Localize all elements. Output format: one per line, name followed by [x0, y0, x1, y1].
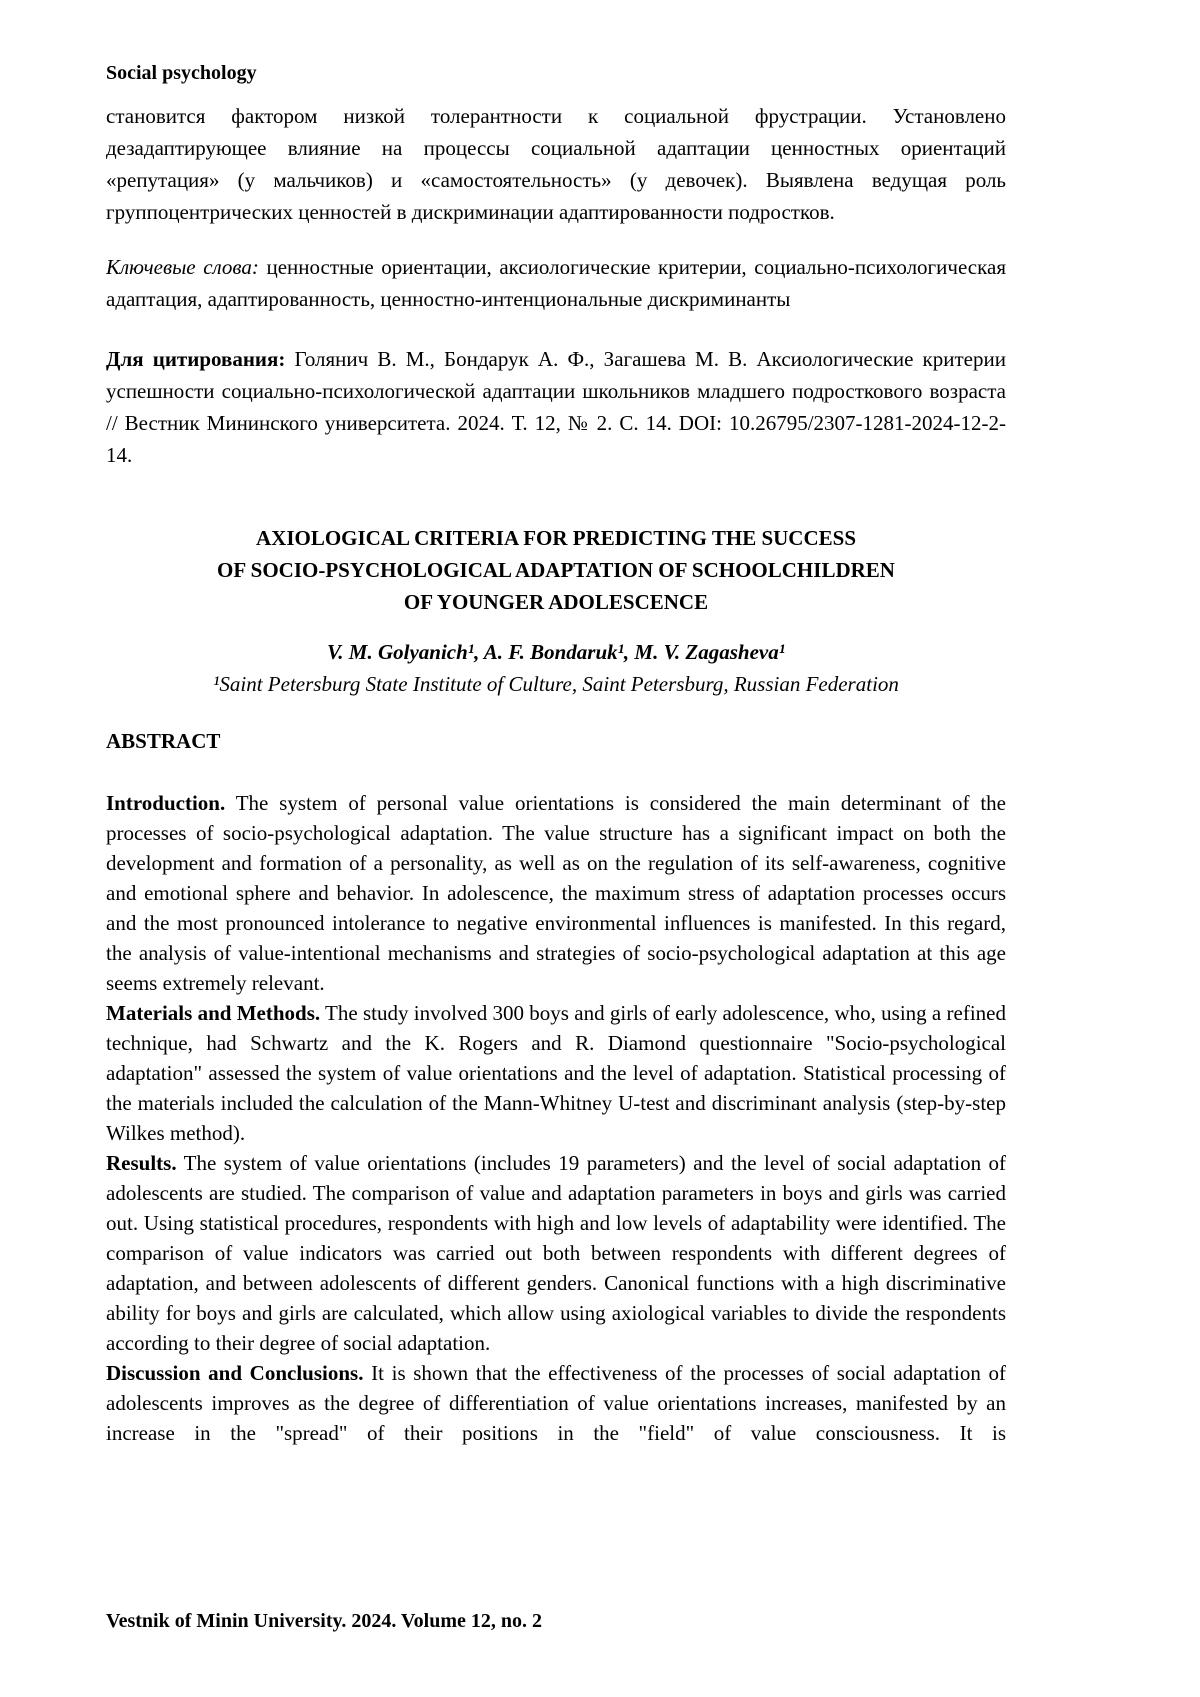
discussion-conclusions-text: It is shown that the effectiveness of the processes of social adaptation of adolescents improves as the degree of differentiation of value orientations increases, manifested by an increase in the "spread" of their positions in the "field" of value consciousness. It is: [106, 1361, 1006, 1445]
abstract-body: [106, 788, 1006, 1448]
citation-paragraph: [106, 343, 1006, 471]
citation-label: Для цитирования:: [106, 347, 286, 371]
abstract-section-results: [106, 1148, 1006, 1358]
abstract-heading: ABSTRACT: [106, 729, 221, 753]
introduction-text: The system of personal value orientations is considered the main determinant of the processes of socio-psychological adaptation. The value structure has a significant impact on both the development and formation of a personality, as well as on the regulation of its self-awareness, cognitive and emotional sphere and behavior. In adolescence, the maximum stress of adaptation processes occurs and the most pronounced intolerance to negative environmental influences is manifested. In this regard, the analysis of value-intentional mechanisms and strategies of socio-psychological adaptation at this age seems extremely relevant.: [106, 791, 1006, 995]
abstract-section-introduction: [106, 788, 1006, 998]
article-title-line-1: AXIOLOGICAL CRITERIA FOR PREDICTING THE SUCCESS: [256, 526, 856, 550]
discussion-conclusions-label: Discussion and Conclusions.: [106, 1361, 364, 1385]
keywords-text: ценностные ориентации, аксиологические критерии, социально-психологическая адаптация, адаптированность, ценностно-интенциональные дискриминанты: [106, 255, 1006, 311]
article-title-line-2: OF SOCIO-PSYCHOLOGICAL ADAPTATION OF SCHOOLCHILDREN: [217, 558, 895, 582]
keywords-label: Ключевые слова:: [106, 255, 259, 279]
results-label: Results.: [106, 1151, 177, 1175]
abstract-section-materials-methods: [106, 998, 1006, 1148]
introduction-label: Introduction.: [106, 791, 226, 815]
materials-methods-label: Materials and Methods.: [106, 1001, 321, 1025]
abstract-section-discussion-conclusions: [106, 1358, 1006, 1448]
article-title: [106, 522, 1006, 618]
materials-methods-text: The study involved 300 boys and girls of early adolescence, who, using a refined technique, had Schwartz and the K. Rogers and R. Diamond questionnaire "Socio-psychological adaptation" assessed the system of value orientations and the level of adaptation. Statistical processing of the materials included the calculation of the Mann-Whitney U-test and discriminant analysis (step-by-step Wilkes method).: [106, 1001, 1006, 1145]
running-head: Social psychology: [106, 62, 257, 84]
authors-line: V. M. Golyanich¹, A. F. Bondaruk¹, M. V. Zagasheva¹: [326, 640, 786, 664]
journal-footer: Vestnik of Minin University. 2024. Volume 12, no. 2: [106, 1610, 542, 1632]
keywords-paragraph: [106, 251, 1006, 315]
affiliation-line: ¹Saint Petersburg State Institute of Culture, Saint Petersburg, Russian Federation: [213, 672, 899, 696]
citation-text: Голянич В. М., Бондарук А. Ф., Загашева М. В. Аксиологические критерии успешности социально-психологической адаптации школьников младшего подросткового возраста // Вестник Мининского университета. 2024. Т. 12, № 2. С. 14. DOI: 10.26795/2307-1281-2024-12-2-14.: [106, 347, 1006, 467]
results-text: The system of value orientations (includes 19 parameters) and the level of social adaptation of adolescents are studied. The comparison of value and adaptation parameters in boys and girls was carried out. Using statistical procedures, respondents with high and low levels of adaptability were identified. The comparison of value indicators was carried out both between respondents with different degrees of adaptation, and between adolescents of different genders. Canonical functions with a high discriminative ability for boys and girls are calculated, which allow using axiological variables to divide the respondents according to their degree of social adaptation.: [106, 1151, 1006, 1355]
article-title-line-3: OF YOUNGER ADOLESCENCE: [403, 590, 709, 614]
russian-abstract-continuation: становится фактором низкой толерантности к социальной фрустрации. Установлено дезадаптирующее влияние на процессы социальной адаптации ценностных ориентаций «репутация» (у мальчиков) и «самостоятельность» (у девочек). Выявлена ведущая роль группоцентрических ценностей в дискриминации адаптированности подростков.: [106, 104, 1006, 224]
